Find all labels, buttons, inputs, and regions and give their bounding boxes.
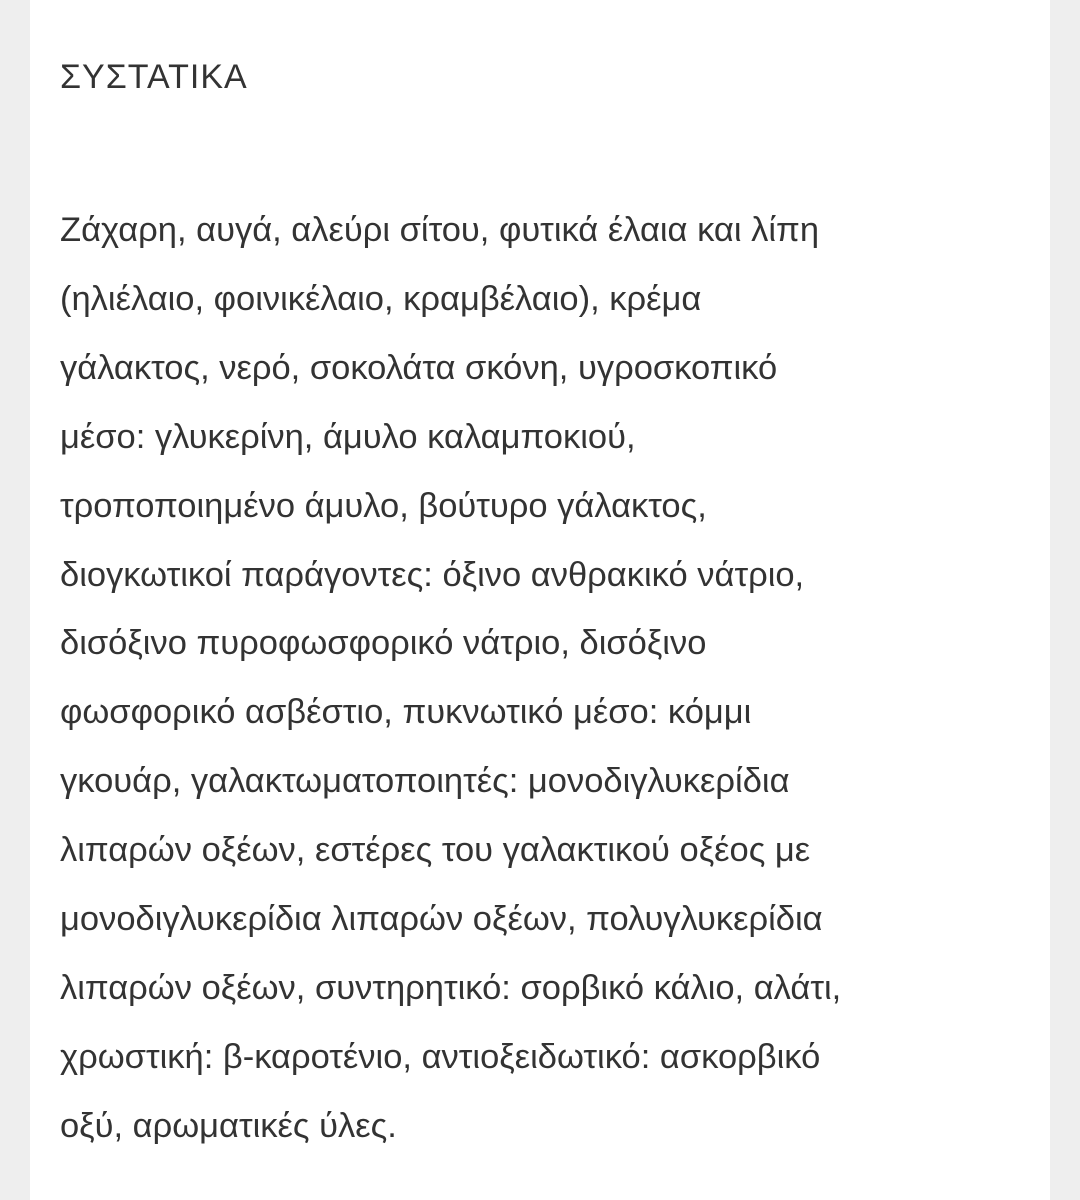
- ingredients-line: γάλακτος, νερό, σοκολάτα σκόνη, υγροσκοπικό: [60, 348, 778, 387]
- ingredients-line: μέσο: γλυκερίνη, άμυλο καλαμποκιού,: [60, 417, 636, 456]
- ingredients-line: τροποποιημένο άμυλο, βούτυρο γάλακτος,: [60, 486, 707, 525]
- ingredients-card: [30, 0, 1050, 1200]
- ingredients-line: λιπαρών οξέων, συντηρητικό: σορβικό κάλιο, αλάτι,: [60, 968, 842, 1007]
- ingredients-line: γκουάρ, γαλακτωματοποιητές: μονοδιγλυκερίδια: [60, 762, 790, 801]
- ingredients-line: διογκωτικοί παράγοντες: όξινο ανθρακικό νάτριο,: [60, 555, 805, 594]
- ingredients-line: (ηλιέλαιο, φοινικέλαιο, κραμβέλαιο), κρέμα: [60, 279, 702, 318]
- ingredients-line: δισόξινο πυροφωσφορικό νάτριο, δισόξινο: [60, 624, 707, 663]
- ingredients-line: οξύ, αρωματικές ύλες.: [60, 1106, 397, 1145]
- section-title: ΣΥΣΤΑΤΙΚΑ: [60, 58, 248, 96]
- ingredients-line: χρωστική: β-καροτένιο, αντιοξειδωτικό: ασκορβικό: [60, 1037, 821, 1076]
- ingredients-line: μονοδιγλυκερίδια λιπαρών οξέων, πολυγλυκερίδια: [60, 900, 823, 939]
- ingredients-line: φωσφορικό ασβέστιο, πυκνωτικό μέσο: κόμμι: [60, 693, 752, 732]
- ingredients-text: [60, 196, 1020, 1161]
- ingredients-line: Ζάχαρη, αυγά, αλεύρι σίτου, φυτικά έλαια και λίπη: [60, 211, 820, 249]
- ingredients-line: λιπαρών οξέων, εστέρες του γαλακτικού οξέος με: [60, 831, 811, 870]
